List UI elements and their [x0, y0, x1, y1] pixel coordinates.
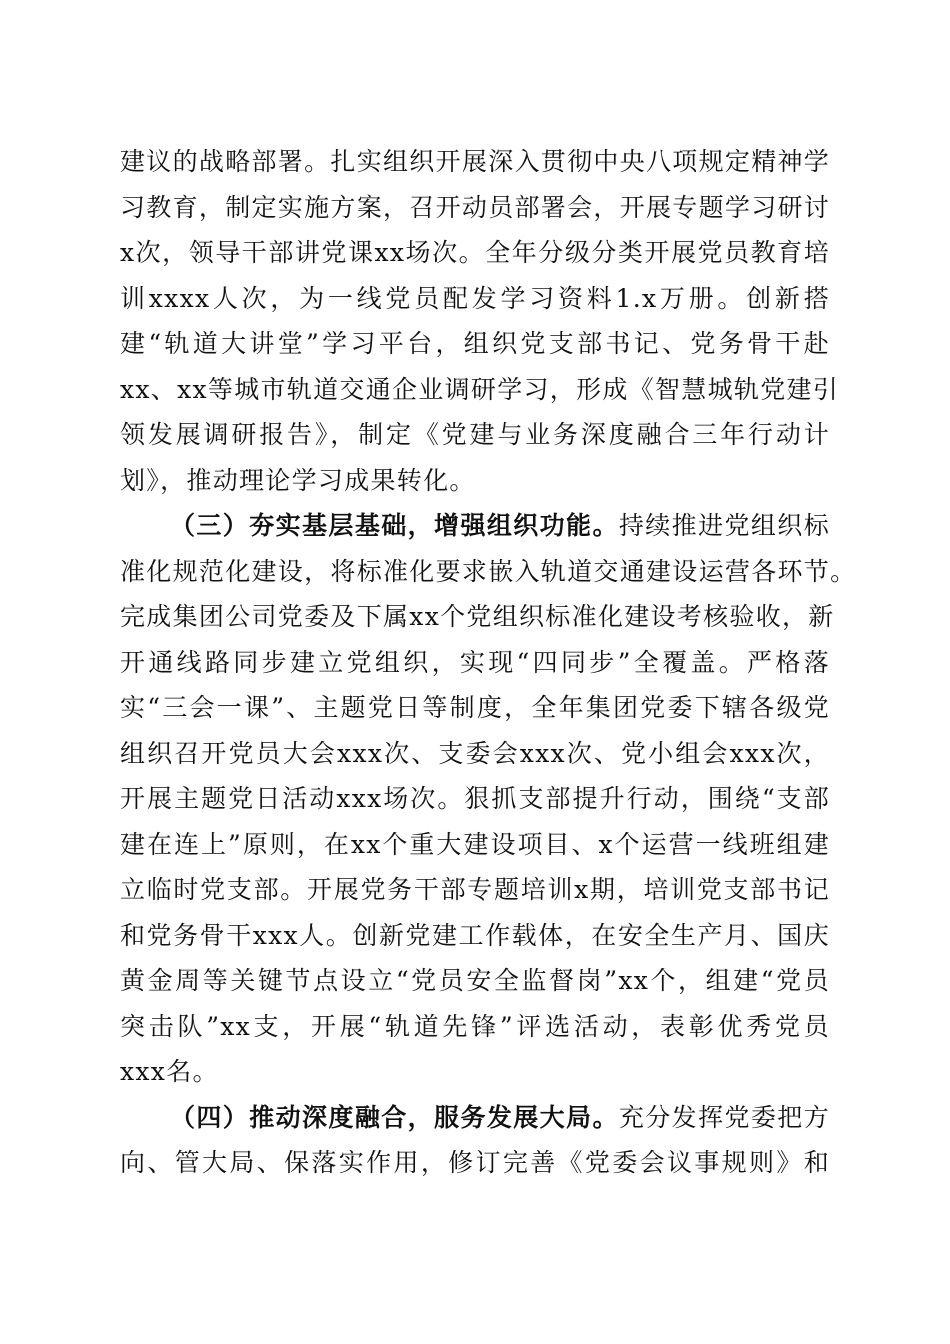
section-heading-3: （三）夯实基层基础，增强组织功能。 [170, 511, 619, 540]
paragraph-line: 建“轨道大讲堂”学习平台，组织党支部书记、党务骨干赴 [120, 329, 830, 358]
paragraph-line: 划》，推动理论学习成果转化。 [120, 465, 476, 495]
paragraph-line: 向、管大局、保落实作用，修订完善《党委会议事规则》和 [120, 1148, 830, 1177]
paragraph-first-line [120, 1095, 830, 1141]
paragraph-line: 准化规范化建设，将标准化要求嵌入轨道交通建设运营各环节。 [120, 556, 857, 586]
section-heading-4: （四）推动深度融合，服务发展大局。 [170, 1102, 619, 1132]
paragraph-line: 突击队”xx支，开展“轨道先锋”评选活动，表彰优秀党员 [120, 1011, 830, 1041]
paragraph-line: 建在连上”原则，在xx个重大建设项目、x个运营一线班组建 [120, 829, 830, 859]
paragraph-1 [120, 139, 840, 503]
paragraph-line: 训xxxx人次，为一线党员配发学习资料1.x万册。创新搭 [120, 283, 830, 313]
paragraph-line: xx、xx等城市轨道交通企业调研学习，形成《智慧城轨党建引 [120, 374, 840, 404]
paragraph-line: 习教育，制定实施方案，召开动员部署会，开展专题学习研讨 [120, 192, 831, 222]
paragraph-line: x次，领导干部讲党课xx场次。全年分级分类开展党员教育培 [120, 238, 830, 267]
paragraph-line: 组织召开党员大会xxx次、支委会xxx次、党小组会xxx次， [120, 738, 830, 768]
paragraph-line: xxx名。 [120, 1057, 219, 1086]
heading-line-rest: 持续推进党组织标 [618, 511, 831, 540]
paragraph-line: 和党务骨干xxx人。创新党建工作载体，在安全生产月、国庆 [120, 920, 830, 950]
heading-line-rest: 充分发挥党委把方 [618, 1102, 831, 1132]
body-text [120, 139, 857, 1186]
paragraph-line: 开展主题党日活动xxx场次。狠抓支部提升行动，围绕“支部 [120, 784, 830, 813]
paragraph-3 [120, 1095, 830, 1186]
paragraph-line: 立临时党支部。开展党务干部专题培训x期，培训党支部书记 [120, 875, 830, 904]
paragraph-line: 领发展调研报告》，制定《党建与业务深度融合三年行动计 [120, 420, 830, 449]
paragraph-first-line [120, 503, 830, 549]
paragraph-line: 黄金周等关键节点设立“党员安全监督岗”xx个，组建“党员 [120, 966, 830, 995]
paragraph-2 [120, 503, 857, 1095]
paragraph-line: 完成集团公司党委及下属xx个党组织标准化建设考核验收，新 [120, 602, 835, 631]
paragraph-line: 建议的战略部署。扎实组织开展深入贯彻中央八项规定精神学 [120, 147, 831, 176]
paragraph-line: 实“三会一课”、主题党日等制度，全年集团党委下辖各级党 [120, 693, 830, 722]
paragraph-line: 开通线路同步建立党组织，实现“四同步”全覆盖。严格落 [120, 647, 830, 677]
